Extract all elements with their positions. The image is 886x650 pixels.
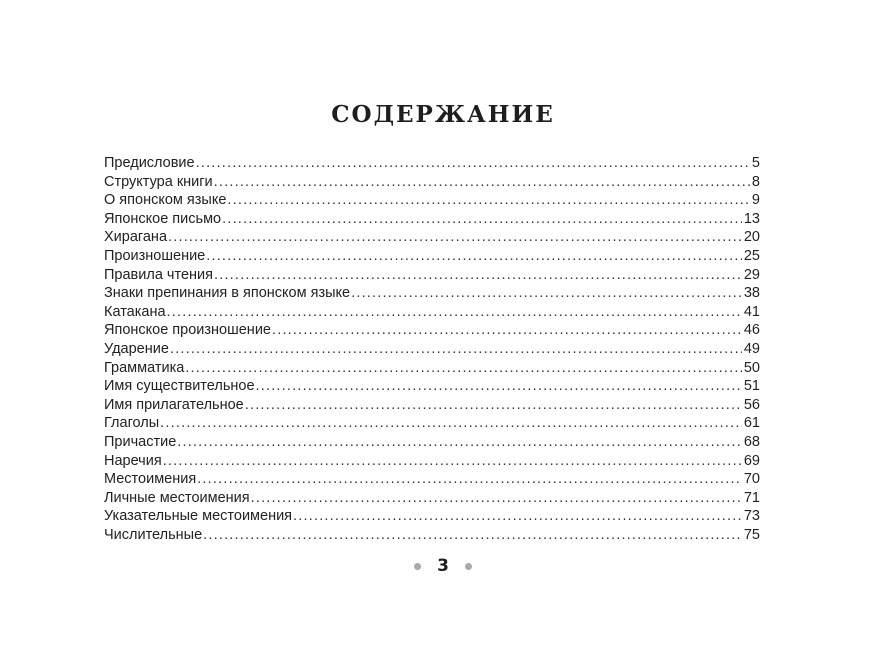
toc-entry-label: Ударение bbox=[104, 340, 169, 357]
toc-entry[interactable] bbox=[104, 321, 760, 340]
toc-entry-label: Произношение bbox=[104, 247, 206, 264]
toc-entry-label: Местоимения bbox=[104, 471, 197, 488]
page-number: 3 bbox=[437, 556, 449, 576]
dot-leader bbox=[251, 489, 742, 508]
dot-leader bbox=[197, 470, 742, 489]
toc-entry[interactable] bbox=[104, 191, 760, 210]
toc-entry-label: Наречия bbox=[104, 452, 162, 469]
toc-entry-label: Указательные местоимения bbox=[104, 508, 293, 525]
dot-leader bbox=[245, 396, 742, 415]
toc-entry-label: Японское произношение bbox=[104, 322, 271, 339]
dot-leader bbox=[185, 359, 742, 378]
toc-entry[interactable] bbox=[104, 247, 760, 266]
toc-entry-page: 29 bbox=[743, 266, 760, 283]
toc-entry-page: 8 bbox=[751, 173, 760, 190]
toc-entry-label: Катакана bbox=[104, 303, 166, 320]
toc-entry-page: 13 bbox=[743, 210, 760, 227]
toc-entry[interactable] bbox=[104, 433, 760, 452]
toc-entry[interactable] bbox=[104, 228, 760, 247]
dot-leader bbox=[160, 414, 742, 433]
dot-leader bbox=[256, 377, 742, 396]
dot-leader bbox=[170, 340, 742, 359]
dot-leader bbox=[227, 191, 750, 210]
toc-entry-page: 50 bbox=[743, 359, 760, 376]
page-footer bbox=[0, 556, 886, 576]
toc-entry-page: 69 bbox=[743, 452, 760, 469]
toc-entry-label: Структура книги bbox=[104, 173, 213, 190]
toc-entry[interactable] bbox=[104, 173, 760, 192]
toc-entry-label: Знаки препинания в японском языке bbox=[104, 285, 351, 302]
toc-entry-page: 41 bbox=[743, 303, 760, 320]
toc-entry[interactable] bbox=[104, 396, 760, 415]
toc-entry-label: Числительные bbox=[104, 526, 203, 543]
dot-leader bbox=[272, 321, 742, 340]
toc-entry[interactable] bbox=[104, 340, 760, 359]
toc-entry-page: 73 bbox=[743, 508, 760, 525]
toc-entry-label: О японском языке bbox=[104, 192, 227, 209]
toc-entry-label: Правила чтения bbox=[104, 266, 213, 283]
toc-entry[interactable] bbox=[104, 303, 760, 322]
dot-leader bbox=[222, 210, 742, 229]
dot-leader bbox=[214, 266, 742, 285]
toc-entry-label: Причастие bbox=[104, 433, 177, 450]
dot-leader bbox=[293, 507, 742, 526]
toc-entry-page: 9 bbox=[751, 192, 760, 209]
dot-leader bbox=[167, 303, 742, 322]
toc-entry-page: 20 bbox=[743, 229, 760, 246]
toc-entry-label: Японское письмо bbox=[104, 210, 222, 227]
toc-entry[interactable] bbox=[104, 154, 760, 173]
page-title: СОДЕРЖАНИЕ bbox=[331, 101, 555, 128]
toc-entry-page: 75 bbox=[743, 526, 760, 543]
dot-leader bbox=[214, 173, 750, 192]
dot-leader bbox=[206, 247, 742, 266]
toc-entry[interactable] bbox=[104, 452, 760, 471]
toc-entry-page: 51 bbox=[743, 378, 760, 395]
toc-entry-page: 68 bbox=[743, 433, 760, 450]
dot-leader bbox=[196, 154, 750, 173]
dot-leader bbox=[351, 284, 742, 303]
toc-entry[interactable] bbox=[104, 470, 760, 489]
toc-entry[interactable] bbox=[104, 284, 760, 303]
toc-entry[interactable] bbox=[104, 266, 760, 285]
table-of-contents bbox=[104, 154, 760, 544]
toc-entry[interactable] bbox=[104, 210, 760, 229]
toc-entry[interactable] bbox=[104, 377, 760, 396]
toc-entry-page: 5 bbox=[751, 155, 760, 171]
bullet-dot-icon bbox=[414, 563, 421, 570]
toc-entry-page: 46 bbox=[743, 322, 760, 339]
toc-entry-label: Хирагана bbox=[104, 229, 168, 246]
toc-entry[interactable] bbox=[104, 414, 760, 433]
toc-entry-label: Предисловие bbox=[104, 155, 195, 171]
toc-entry-label: Грамматика bbox=[104, 359, 185, 376]
bullet-dot-icon bbox=[465, 563, 472, 570]
toc-entry[interactable] bbox=[104, 359, 760, 378]
toc-entry-label: Глаголы bbox=[104, 415, 160, 432]
toc-entry-page: 71 bbox=[743, 489, 760, 506]
toc-entry-page: 70 bbox=[743, 471, 760, 488]
toc-entry-page: 38 bbox=[743, 285, 760, 302]
dot-leader bbox=[168, 228, 742, 247]
toc-entry[interactable] bbox=[104, 507, 760, 526]
dot-leader bbox=[203, 526, 742, 545]
toc-entry-page: 56 bbox=[743, 396, 760, 413]
toc-entry-label: Личные местоимения bbox=[104, 489, 250, 506]
toc-entry-label: Имя существительное bbox=[104, 378, 255, 395]
toc-entry-page: 61 bbox=[743, 415, 760, 432]
toc-entry[interactable] bbox=[104, 489, 760, 508]
toc-entry-page: 49 bbox=[743, 340, 760, 357]
toc-entry[interactable] bbox=[104, 526, 760, 545]
dot-leader bbox=[177, 433, 742, 452]
toc-entry-label: Имя прилагательное bbox=[104, 396, 244, 413]
toc-entry-page: 25 bbox=[743, 247, 760, 264]
dot-leader bbox=[163, 452, 742, 471]
